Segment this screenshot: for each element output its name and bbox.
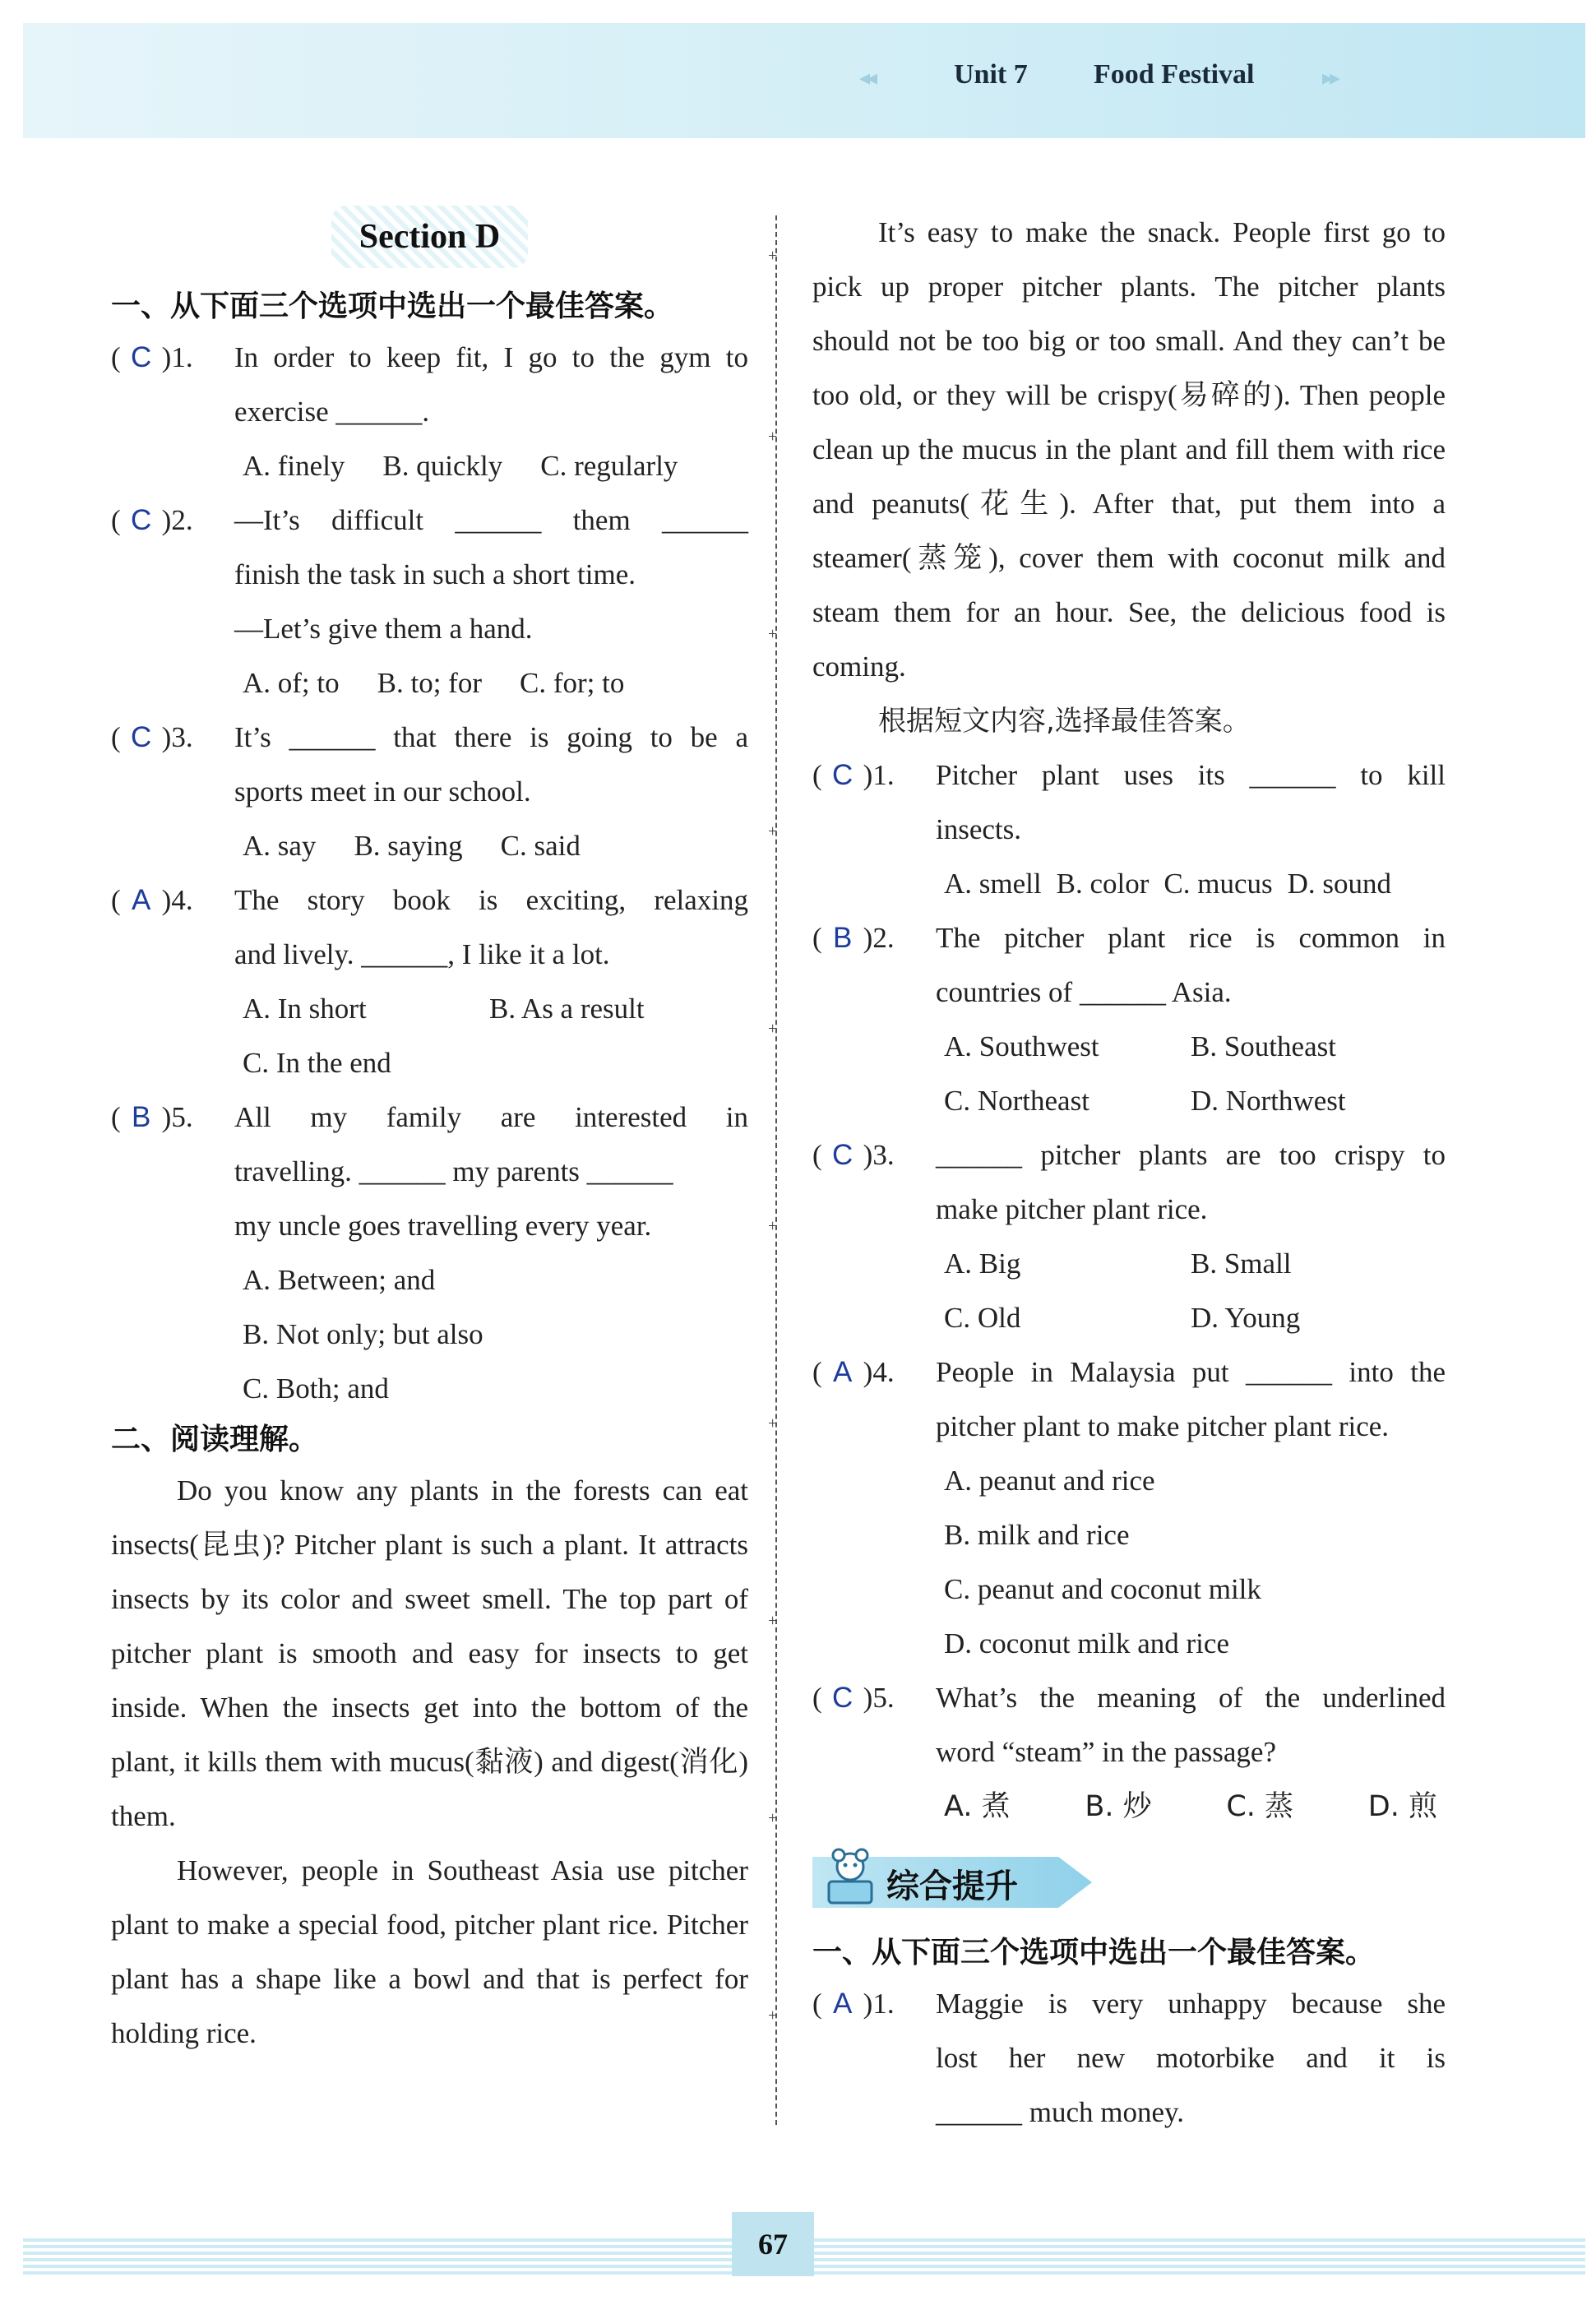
right-column bbox=[812, 206, 1446, 2140]
divider-plus-mark: + bbox=[768, 625, 778, 643]
section-badge bbox=[812, 1839, 1446, 1921]
options-row: A. finely B. quickly C. regularly bbox=[243, 450, 678, 482]
page-number: 67 bbox=[732, 2212, 814, 2276]
divider-plus-mark: + bbox=[768, 247, 778, 265]
part3-heading: 一、从下面三个选项中选出一个最佳答案。 bbox=[812, 1936, 1376, 1969]
question-text: —It’s difficult ______ them ______ bbox=[234, 504, 748, 536]
options-grid: A. Big B. Small C. Old D. Young bbox=[944, 1247, 1301, 1334]
reading-instruction: 根据短文内容,选择最佳答案。 bbox=[878, 705, 1251, 738]
answer-mark: C bbox=[131, 341, 152, 373]
question-cont: ______ much money. bbox=[936, 2096, 1184, 2128]
answer-mark: A bbox=[131, 884, 151, 916]
question-block: ( C )3. ______ pitcher plants are too crispy to make pitcher plant rice. A. Big B. Small C. Old D. Young bbox=[812, 1128, 1446, 1345]
header-band bbox=[23, 23, 1585, 138]
question-cont: finish the task in such a short time. bbox=[234, 558, 636, 590]
question-cont: exercise ______. bbox=[234, 396, 430, 428]
divider-plus-mark: + bbox=[768, 428, 778, 446]
question-text: Pitcher plant uses its ______ to kill bbox=[936, 759, 1446, 791]
option: A. peanut and rice bbox=[944, 1465, 1155, 1497]
question-cont: lost her new motorbike and it is bbox=[936, 2042, 1446, 2074]
header-arrows-right: ▸▸ bbox=[1322, 66, 1338, 90]
divider-plus-mark: + bbox=[768, 1020, 778, 1038]
left-column bbox=[111, 206, 748, 2061]
question-cont: sports meet in our school. bbox=[234, 775, 531, 808]
option: C. Both; and bbox=[243, 1372, 389, 1405]
passage-paragraph: However, people in Southeast Asia use pitcher plant to make a special food, pitcher plant rice. Pitcher plant has a shape like a bowl and that is perfect for holding rice. bbox=[111, 1854, 748, 2049]
divider-plus-mark: + bbox=[768, 1809, 778, 1827]
options-row: A. 煮 B. 炒 C. 蒸 D. 煎 bbox=[944, 1790, 1437, 1823]
options-row: A. of; to B. to; for C. for; to bbox=[243, 667, 625, 699]
option: A. Between; and bbox=[243, 1264, 436, 1296]
passage-paragraph: It’s easy to make the snack. People first go to pick up proper pitcher plants. The pitcher plants should not be too big or too small. And they can’t be too old, or they will be crispy(易碎的). Then people clean up the mucus in the plant and fill them with rice and peanuts(花生). After that, put them into a steamer(蒸笼), cover them with coconut milk and steam them for an hour. See, the delicious food is coming. bbox=[812, 216, 1446, 683]
badge-text: 综合提升 bbox=[886, 1868, 1018, 1905]
header-title: Food Festival bbox=[1094, 59, 1255, 90]
question-block: ( C )1. In order to keep fit, I go to the gym to exercise ______. A. finely B. quickly C. regularly bbox=[111, 331, 748, 493]
options-grid: A. Southwest B. Southeast C. Northeast D. Northwest bbox=[944, 1030, 1346, 1117]
question-cont: and lively. ______, I like it a lot. bbox=[234, 938, 610, 970]
option: C. peanut and coconut milk bbox=[944, 1573, 1261, 1605]
options-row: A. say B. saying C. said bbox=[243, 830, 581, 862]
divider-plus-mark: + bbox=[768, 1217, 778, 1235]
mascot-icon bbox=[821, 1845, 880, 1909]
option: D. coconut milk and rice bbox=[944, 1627, 1229, 1659]
question-cont: countries of ______ Asia. bbox=[936, 976, 1232, 1008]
question-text: The pitcher plant rice is common in bbox=[936, 922, 1446, 954]
question-block: ( C )1. Pitcher plant uses its ______ to kill insects. A. smell B. color C. mucus D. sound bbox=[812, 748, 1446, 911]
section-title: Section D bbox=[111, 206, 748, 268]
question-cont: word “steam” in the passage? bbox=[936, 1736, 1277, 1768]
question-block: ( B )5. All my family are interested in travelling. ______ my parents ______ my uncle goes travelling every year. A. Between; and B. Not only; but also C. Both; and bbox=[111, 1090, 748, 1416]
question-cont: my uncle goes travelling every year. bbox=[234, 1210, 652, 1242]
question-block: ( A )4. The story book is exciting, relaxing and lively. ______, I like it a lot. A. In short B. As a result C. In the end bbox=[111, 873, 748, 1090]
part2-heading: 二、阅读理解。 bbox=[111, 1423, 319, 1456]
question-text: Maggie is very unhappy because she bbox=[936, 1988, 1446, 2020]
passage-paragraph: Do you know any plants in the forests can eat insects(昆虫)? Pitcher plant is such a plant. It attracts insects by its color and sweet smell. The top part of pitcher plant is smooth and easy for insects to get inside. When the insects get into the bottom of the plant, it kills them with mucus(黏液) and digest(消化) them. bbox=[111, 1474, 748, 1832]
part1-heading: 一、从下面三个选项中选出一个最佳答案。 bbox=[111, 289, 674, 323]
options-grid: A. In short B. As a result C. In the end bbox=[243, 993, 645, 1079]
answer-mark: C bbox=[832, 759, 854, 791]
question-cont: make pitcher plant rice. bbox=[936, 1193, 1208, 1225]
question-text: The story book is exciting, relaxing bbox=[234, 884, 748, 916]
question-text: In order to keep fit, I go to the gym to bbox=[234, 341, 748, 373]
header-arrows-left: ◂◂ bbox=[859, 66, 875, 90]
answer-mark: A bbox=[832, 1988, 853, 2020]
divider-plus-mark: + bbox=[768, 1414, 778, 1433]
question-block: ( B )2. The pitcher plant rice is common in countries of ______ Asia. A. Southwest B. Southeast C. Northeast D. Northwest bbox=[812, 911, 1446, 1128]
answer-mark: B bbox=[131, 1101, 151, 1133]
answer-mark: C bbox=[131, 721, 152, 753]
answer-mark: C bbox=[832, 1139, 854, 1171]
answer-mark: A bbox=[832, 1356, 853, 1388]
question-cont: insects. bbox=[936, 813, 1022, 845]
question-block: ( C )2. —It’s difficult ______ them ______ finish the task in such a short time. —Let’s give them a hand. A. of; to B. to; for C. for; to bbox=[111, 493, 748, 710]
question-text: What’s the meaning of the underlined bbox=[936, 1682, 1446, 1714]
question-block: ( C )5. What’s the meaning of the underlined word “steam” in the passage? A. 煮 B. 炒 C. 蒸 D. 煎 bbox=[812, 1671, 1446, 1834]
option: B. Not only; but also bbox=[243, 1318, 483, 1350]
question-block: ( A )1. Maggie is very unhappy because she lost her new motorbike and it is ______ much money. bbox=[812, 1977, 1446, 2140]
question-cont: travelling. ______ my parents ______ bbox=[234, 1155, 673, 1187]
answer-mark: C bbox=[131, 504, 152, 536]
header-unit: Unit 7 bbox=[954, 59, 1028, 90]
options-row: A. smell B. color C. mucus D. sound bbox=[944, 868, 1392, 900]
question-block: ( C )3. It’s ______ that there is going to be a sports meet in our school. A. say B. saying C. said bbox=[111, 710, 748, 873]
answer-mark: B bbox=[832, 922, 853, 954]
divider-plus-mark: + bbox=[768, 822, 778, 840]
answer-mark: C bbox=[832, 1682, 854, 1714]
question-text: ______ pitcher plants are too crispy to bbox=[936, 1139, 1446, 1171]
question-text: It’s ______ that there is going to be a bbox=[234, 721, 748, 753]
question-cont: pitcher plant to make pitcher plant rice. bbox=[936, 1410, 1390, 1442]
question-text: All my family are interested in bbox=[234, 1101, 748, 1133]
column-divider bbox=[775, 215, 777, 2125]
question-block: ( A )4. People in Malaysia put ______ into the pitcher plant to make pitcher plant rice. A. peanut and rice B. milk and rice C. peanut and coconut milk D. coconut milk and rice bbox=[812, 1345, 1446, 1671]
question-cont: —Let’s give them a hand. bbox=[234, 613, 533, 645]
option: B. milk and rice bbox=[944, 1519, 1130, 1551]
question-text: People in Malaysia put ______ into the bbox=[936, 1356, 1446, 1388]
divider-plus-mark: + bbox=[768, 1612, 778, 1630]
divider-plus-mark: + bbox=[768, 2006, 778, 2025]
